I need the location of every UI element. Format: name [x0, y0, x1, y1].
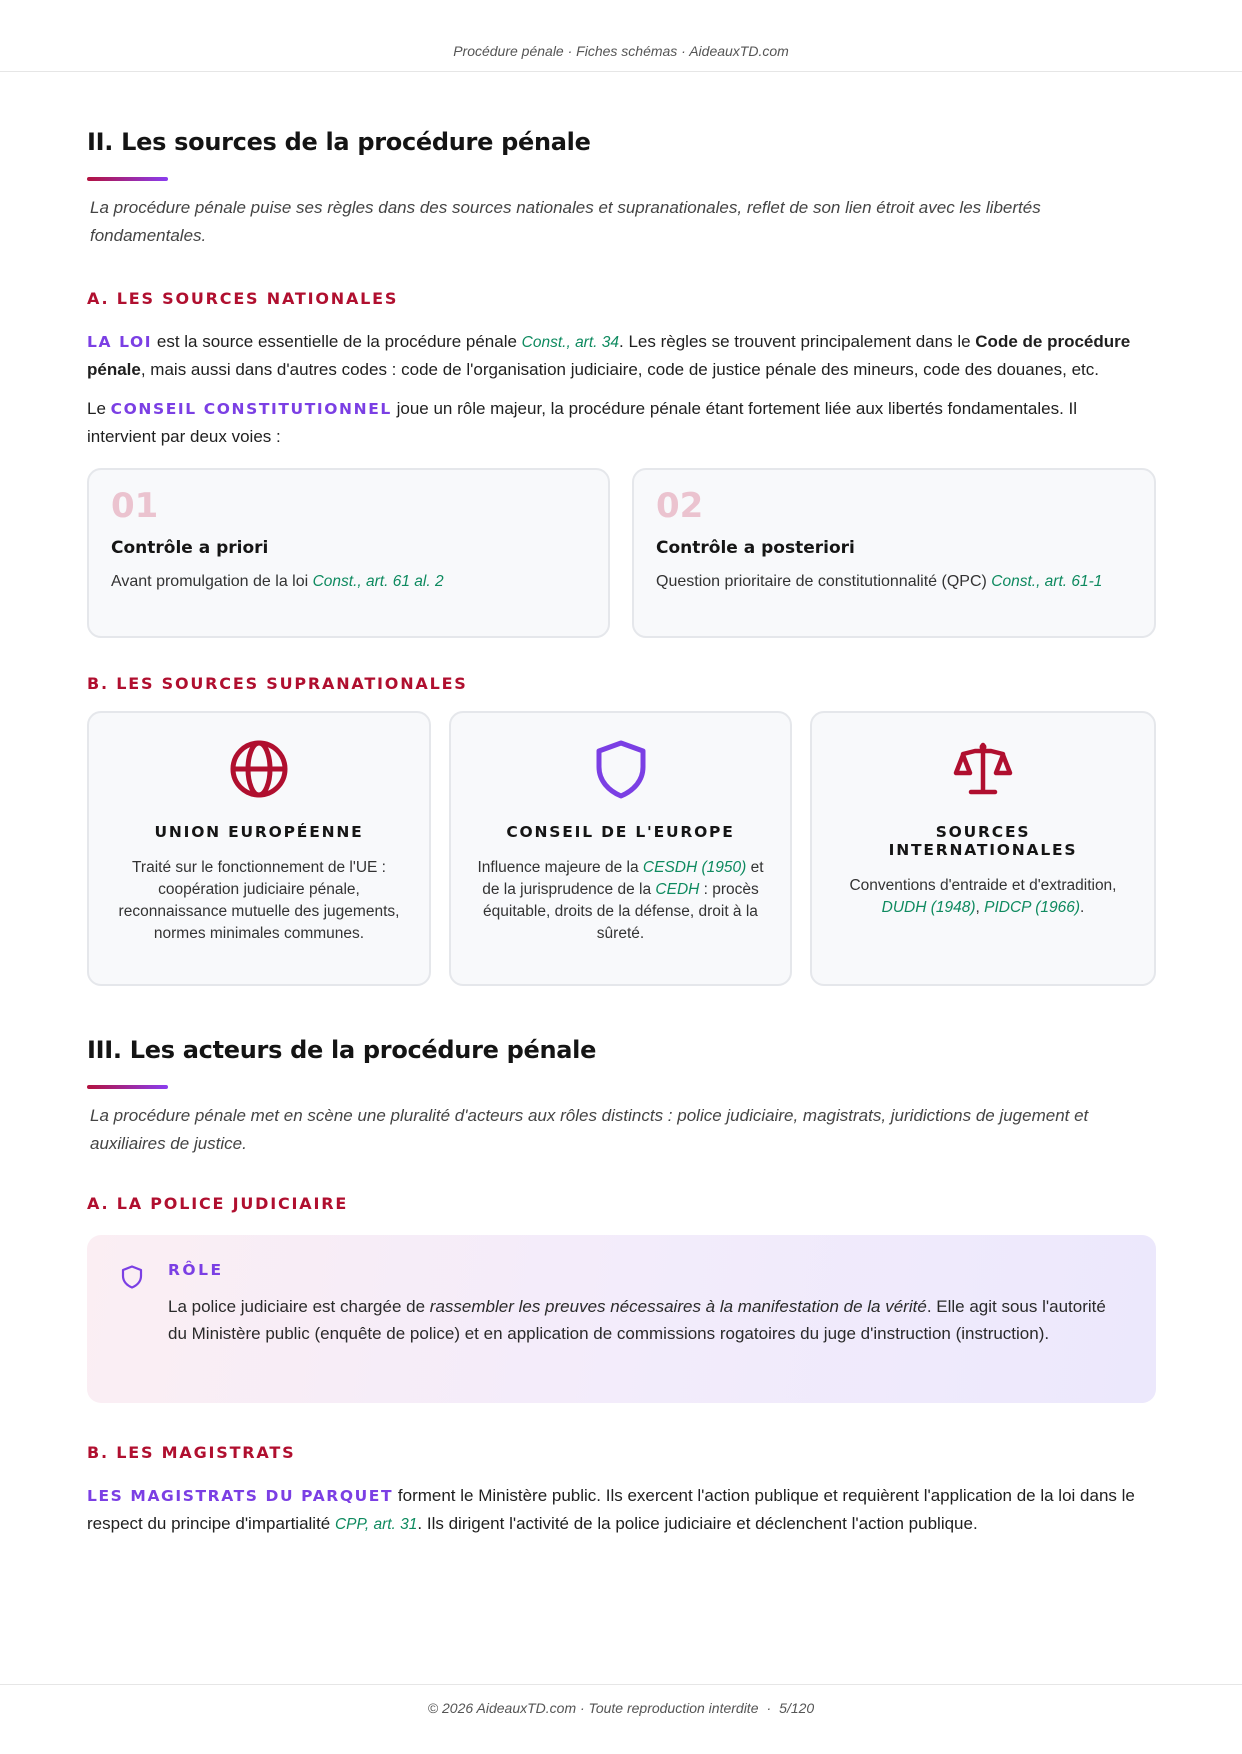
- emphasis: rassembler les preuves nécessaires à la manifestation de la vérité: [429, 1297, 927, 1316]
- text: . Elle agit sous l'autorité du Ministère public (enquête de police) et en application de commissions rogatoires du juge d'instruction (instruction).: [168, 1297, 1106, 1343]
- bold-term: Code de procédure pénale: [87, 332, 1131, 379]
- section-2a-heading: A. LES SOURCES NATIONALES: [87, 289, 399, 308]
- paragraph-loi: [87, 328, 1156, 383]
- shield-icon: [591, 739, 651, 799]
- text: La police judiciaire est chargée de: [168, 1297, 430, 1316]
- role-title: RÔLE: [168, 1261, 224, 1279]
- card-number: 01: [111, 486, 159, 526]
- source-desc: [838, 875, 1128, 919]
- card-title: Contrôle a priori: [111, 538, 269, 558]
- text: forment le Ministère public. Ils exercent l'action publique et requièrent l'application de la loi dans le respect du principe d'impartialité: [87, 1486, 1135, 1533]
- page-content: [87, 128, 1156, 1538]
- source-desc: [477, 857, 764, 945]
- section-2b-heading: B. LES SOURCES SUPRANATIONALES: [87, 674, 468, 693]
- text: . Ils dirigent l'activité de la police judiciaire et déclenchent l'action publique.: [417, 1514, 978, 1533]
- text: ,: [975, 899, 985, 916]
- card-title: Contrôle a posteriori: [656, 538, 855, 558]
- section-2-accent-bar: [87, 177, 168, 181]
- legal-ref: CESDH (1950): [642, 859, 747, 876]
- legal-ref: Const., art. 61-1: [991, 573, 1103, 590]
- legal-ref: Const., art. 61 al. 2: [312, 573, 444, 590]
- section-2-lead: La procédure pénale puise ses règles dans des sources nationales et supranationales, reflet de son lien étroit avec les libertés fondamentales.: [90, 198, 1041, 245]
- scales-icon: [953, 739, 1013, 799]
- control-cards: [87, 468, 1156, 638]
- control-card-1: [87, 468, 610, 638]
- section-3b-heading: B. LES MAGISTRATS: [87, 1443, 296, 1462]
- role-callout: [87, 1235, 1156, 1403]
- role-desc: [168, 1293, 1124, 1347]
- text: . Les règles se trouvent principalement dans le: [619, 332, 976, 351]
- source-card-coe: [449, 711, 792, 986]
- footer-copyright: © 2026 AideauxTD.com · Toute reproduction interdite: [427, 1700, 759, 1716]
- paragraph-conseil: [87, 395, 1087, 450]
- text: .: [1080, 899, 1085, 916]
- text: Conventions d'entraide et d'extradition,: [849, 877, 1117, 894]
- text: , mais aussi dans d'autres codes : code de l'organisation judiciaire, code de justice pénale des mineurs, code des douanes, etc.: [140, 360, 1099, 379]
- text: Influence majeure de la: [477, 859, 643, 876]
- source-cards: [87, 711, 1156, 986]
- page-header: [0, 0, 1242, 72]
- globe-icon: [229, 739, 289, 799]
- legal-ref: DUDH (1948): [881, 899, 976, 916]
- text: Le: [87, 399, 111, 418]
- page-number: 5/120: [779, 1700, 815, 1716]
- section-2-title: II. Les sources de la procédure pénale: [87, 128, 591, 156]
- footer-separator: ·: [766, 1700, 772, 1716]
- text: Avant promulgation de la loi: [111, 573, 313, 590]
- source-title: SOURCES INTERNATIONALES: [888, 823, 1078, 859]
- source-desc: Traité sur le fonctionnement de l'UE : coopération judiciaire pénale, reconnaissance mutuelle des jugements, normes minimales communes.: [118, 859, 400, 942]
- card-number: 02: [656, 486, 704, 526]
- text: joue un rôle majeur, la procédure pénale étant fortement liée aux libertés fondamentales. Il intervient par deux voies :: [87, 399, 1078, 446]
- keyword-conseil: CONSEIL CONSTITUTIONNEL: [110, 400, 392, 418]
- section-3-lead: La procédure pénale met en scène une pluralité d'acteurs aux rôles distincts : police judiciaire, magistrats, juridictions de jugement et auxiliaires de justice.: [90, 1106, 1089, 1153]
- section-3-accent-bar: [87, 1085, 168, 1089]
- legal-ref: CPP, art. 31: [334, 1516, 418, 1533]
- text: : procès équitable, droits de la défense, droit à la sûreté.: [483, 881, 759, 942]
- legal-ref: PIDCP (1966): [984, 899, 1081, 916]
- header-text: Procédure pénale · Fiches schémas · AideauxTD.com: [453, 43, 789, 59]
- card-desc: [656, 570, 1132, 593]
- source-card-intl: [810, 711, 1156, 986]
- text: Question prioritaire de constitutionnalité (QPC): [656, 573, 992, 590]
- shield-icon: [121, 1265, 143, 1289]
- keyword-loi: LA LOI: [87, 333, 153, 351]
- keyword-parquet: LES MAGISTRATS DU PARQUET: [87, 1487, 394, 1505]
- text: est la source essentielle de la procédure pénale: [152, 332, 522, 351]
- legal-ref: Const., art. 34: [521, 334, 620, 351]
- section-3-title: III. Les acteurs de la procédure pénale: [87, 1036, 597, 1064]
- page-footer: [0, 1684, 1242, 1754]
- source-card-ue: [87, 711, 431, 986]
- section-3a-heading: A. LA POLICE JUDICIAIRE: [87, 1194, 349, 1213]
- paragraph-parquet: [87, 1482, 1156, 1538]
- source-title: CONSEIL DE L'EUROPE: [506, 823, 735, 841]
- source-title: UNION EUROPÉENNE: [154, 823, 364, 841]
- control-card-2: [632, 468, 1156, 638]
- text: et de la jurisprudence de la: [482, 859, 764, 898]
- card-desc: [111, 570, 586, 593]
- legal-ref: CEDH: [655, 881, 700, 898]
